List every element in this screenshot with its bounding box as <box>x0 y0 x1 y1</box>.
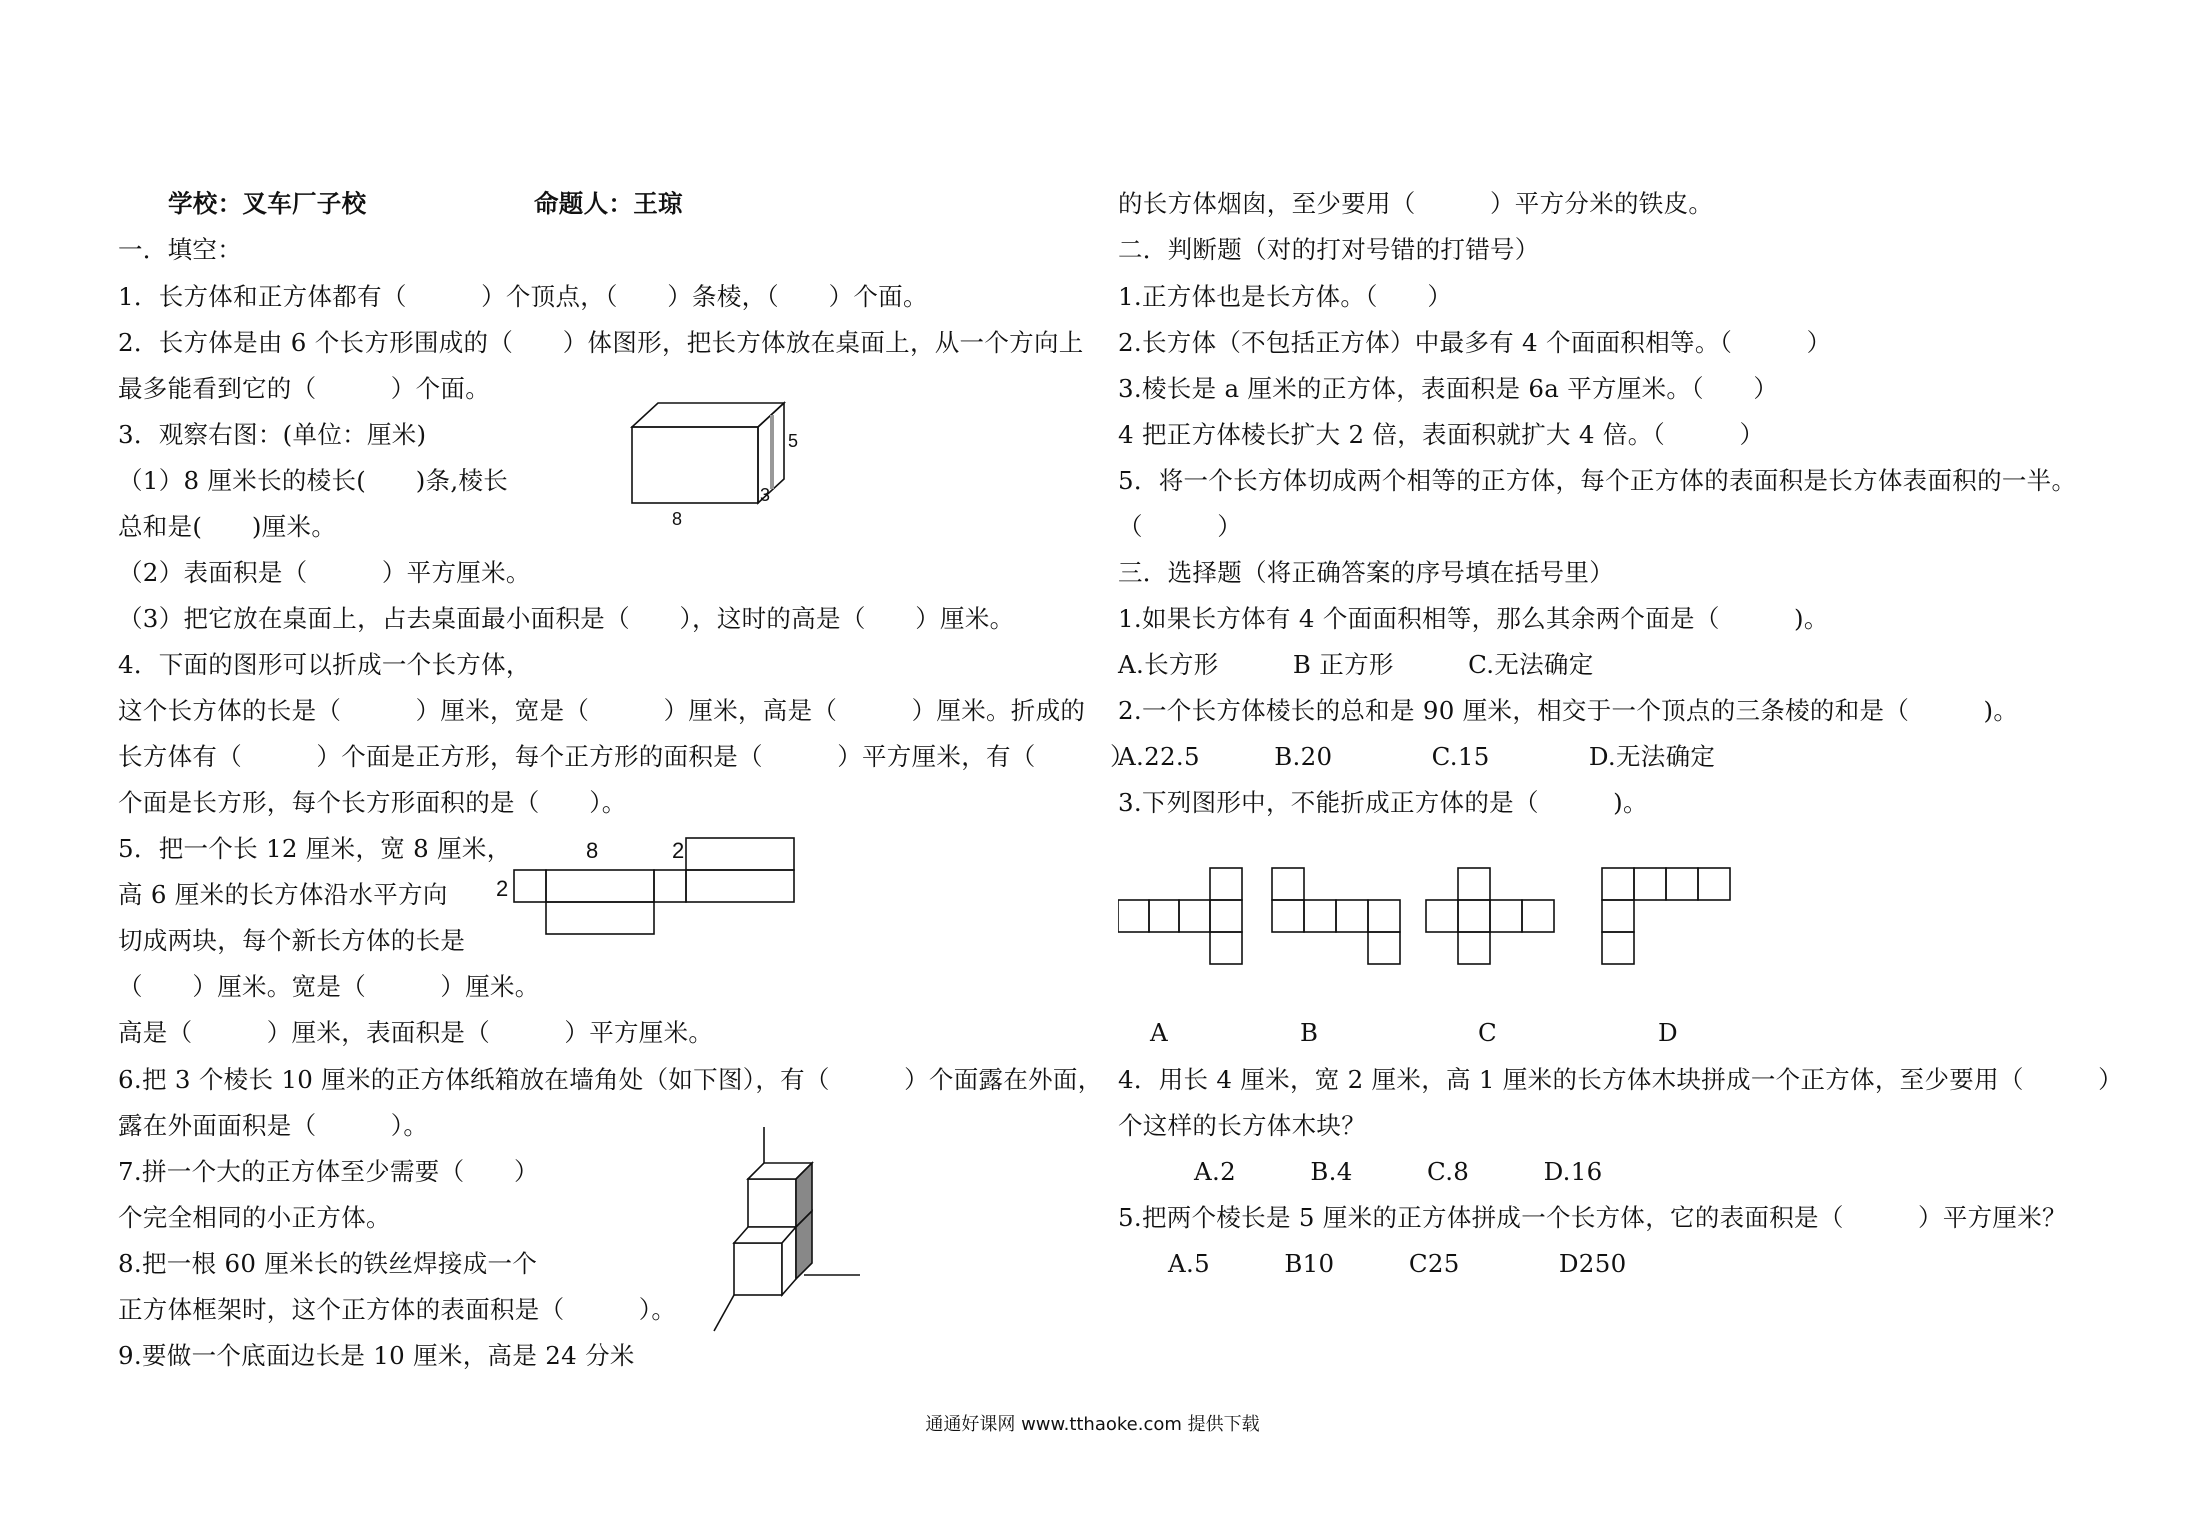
answer-options: A.22.5 B.20 C.15 D.无法确定 <box>1118 742 1716 771</box>
answer-options: A.2 B.4 C.8 D.16 <box>1194 1157 1603 1186</box>
question-line: 个这样的长方体木块？ <box>1118 1111 1366 1140</box>
question-line: 1．长方体和正方体都有（ ）个顶点，（ ）条棱，（ ）个面。 <box>118 282 928 311</box>
net-option-c-label: C <box>1478 1018 1497 1047</box>
question-line: 正方体框架时，这个正方体的表面积是（ ）。 <box>118 1295 677 1324</box>
question-line: 高是（ ）厘米，表面积是（ ）平方厘米。 <box>118 1018 714 1047</box>
net-label-2-left: 2 <box>496 876 509 901</box>
net-option-d-label: D <box>1658 1018 1678 1047</box>
question-line: 8.把一根 60 厘米长的铁丝焊接成一个 <box>118 1249 538 1278</box>
question-line: 个面是长方形，每个长方形面积的是（ ）。 <box>118 788 627 817</box>
question-line: 7.拼一个大的正方体至少需要（ ） <box>118 1157 539 1186</box>
question-line: （ ） <box>1118 512 1242 541</box>
footer-credit: 通通好课网 www.tthaoke.com 提供下载 <box>925 1414 1260 1435</box>
question-line: 5．把一个长 12 厘米，宽 8 厘米， <box>118 834 512 863</box>
question-line: 2.一个长方体棱长的总和是 90 厘米，相交于一个顶点的三条棱的和是（ )。 <box>1118 696 2019 725</box>
question-line: 9.要做一个底面边长是 10 厘米，高是 24 分米 <box>118 1341 635 1370</box>
net-label-2-top: 2 <box>672 838 685 863</box>
cuboid-front-face <box>632 427 758 503</box>
answer-options: A.5 B10 C25 D250 <box>1168 1249 1627 1278</box>
net-option-b-label: B <box>1300 1018 1319 1047</box>
cuboid-net-figure <box>496 830 816 942</box>
answer-options: A.长方形 B 正方形 C.无法确定 <box>1118 650 1594 679</box>
school-label: 学校：叉车厂子校 <box>168 189 367 218</box>
cuboid-height-label: 5 <box>788 431 799 451</box>
question-line: 长方体有（ ）个面是正方形，每个正方形的面积是（ ）平方厘米，有（ ） <box>118 742 1135 771</box>
question-line: 3.下列图形中，不能折成正方体的是（ )。 <box>1118 788 1648 817</box>
question-line: 最多能看到它的（ ）个面。 <box>118 374 490 403</box>
question-line: 4．用长 4 厘米，宽 2 厘米，高 1 厘米的长方体木块拼成一个正方体，至少要用（ ） <box>1118 1065 2123 1094</box>
cuboid-figure <box>620 395 800 545</box>
question-line: 1.正方体也是长方体。（ ） <box>1118 282 1453 311</box>
question-line: （ ）厘米。宽是（ ）厘米。 <box>118 972 540 1001</box>
question-line: 这个长方体的长是（ ）厘米，宽是（ ）厘米，高是（ ）厘米。折成的 <box>118 696 1086 725</box>
question-line: 高 6 厘米的长方体沿水平方向 <box>118 880 448 909</box>
question-line: 3.棱长是 a 厘米的正方体，表面积是 6a 平方厘米。（ ） <box>1118 374 1779 403</box>
cube-nets-figure <box>1118 866 1758 976</box>
net-option-a-label: A <box>1150 1018 1168 1047</box>
question-line: 4 把正方体棱长扩大 2 倍，表面积就扩大 4 倍。（ ） <box>1118 420 1765 449</box>
question-line: 的长方体烟囱，至少要用（ ）平方分米的铁皮。 <box>1118 189 1714 218</box>
question-line: 4．下面的图形可以折成一个长方体， <box>118 650 531 679</box>
question-line: 总和是( )厘米。 <box>118 512 337 541</box>
author-label: 命题人：王琼 <box>534 189 683 218</box>
question-line: 6.把 3 个棱长 10 厘米的正方体纸箱放在墙角处（如下图），有（ ）个面露在外面， <box>118 1065 1103 1094</box>
net-b <box>1272 868 1400 964</box>
question-line: 5．将一个长方体切成两个相等的正方体，每个正方体的表面积是长方体表面积的一半。 <box>1118 466 2077 495</box>
section-judgement-title: 二．判断题（对的打对号错的打错号） <box>1118 235 1540 264</box>
cuboid-length-label: 8 <box>672 509 683 529</box>
question-line: 1.如果长方体有 4 个面面积相等，那么其余两个面是（ )。 <box>1118 604 1829 633</box>
corner-cubes-figure <box>700 1125 870 1335</box>
net-c <box>1426 868 1554 964</box>
net-a <box>1118 868 1242 964</box>
question-line: （3）把它放在桌面上，占去桌面最小面积是（ ），这时的高是（ ）厘米。 <box>118 604 1015 633</box>
question-line: 3．观察右图：(单位：厘米) <box>118 420 427 449</box>
question-line: 露在外面面积是（ ）。 <box>118 1111 429 1140</box>
section-choice-title: 三．选择题（将正确答案的序号填在括号里） <box>1118 558 1614 587</box>
question-line: 2．长方体是由 6 个长方形围成的（ ）体图形，把长方体放在桌面上，从一个方向上 <box>118 328 1084 357</box>
cuboid-width-label: 3 <box>760 485 771 505</box>
question-line: 个完全相同的小正方体。 <box>118 1203 391 1232</box>
question-line: 切成两块，每个新长方体的长是 <box>118 926 466 955</box>
question-line: 2.长方体（不包括正方体）中最多有 4 个面面积相等。（ ） <box>1118 328 1832 357</box>
net-d <box>1602 868 1730 964</box>
section-fill-blank-title: 一．填空： <box>118 235 242 264</box>
question-line: （2）表面积是（ ）平方厘米。 <box>118 558 531 587</box>
question-line: （1）8 厘米长的棱长( )条,棱长 <box>118 466 509 495</box>
question-line: 5.把两个棱长是 5 厘米的正方体拼成一个长方体，它的表面积是（ ）平方厘米？ <box>1118 1203 2067 1232</box>
net-label-8: 8 <box>586 838 599 863</box>
